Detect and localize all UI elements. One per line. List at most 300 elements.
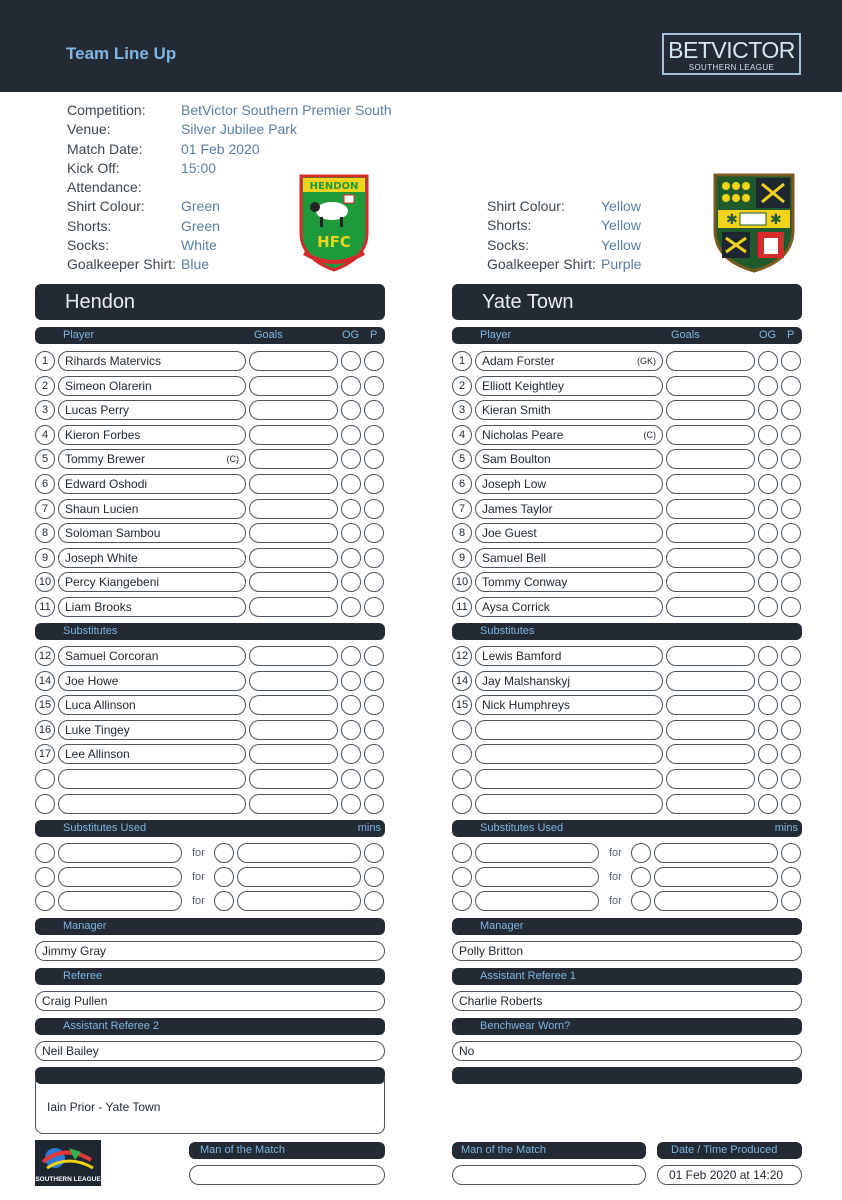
manager-field[interactable] (452, 941, 802, 961)
player-name: Lucas Perry (65, 403, 130, 418)
p-checkbox[interactable] (781, 671, 801, 691)
og-checkbox[interactable] (758, 351, 778, 371)
player-number: 11 (35, 597, 55, 617)
player-name-field[interactable] (475, 449, 663, 469)
p-checkbox[interactable] (364, 474, 384, 494)
p-checkbox[interactable] (364, 425, 384, 445)
sub-on-number[interactable] (631, 867, 651, 887)
sub-off-number[interactable] (452, 867, 472, 887)
for-label: for (609, 847, 622, 859)
sub-name-field[interactable] (58, 769, 246, 789)
player-name-field[interactable] (58, 400, 246, 420)
player-name-field[interactable] (58, 449, 246, 469)
competition-value: BetVictor Southern Premier South (181, 102, 392, 118)
player-name-field[interactable] (475, 351, 663, 371)
goals-field[interactable] (249, 400, 338, 420)
sub-on-field[interactable] (237, 843, 361, 863)
svg-text:✱: ✱ (726, 212, 738, 228)
manager-name: Polly Britton (459, 944, 524, 958)
sub-number (452, 720, 472, 740)
p-checkbox[interactable] (364, 499, 384, 519)
sub-name: Jay Malshanskyj (482, 673, 571, 688)
info-label: Competition: (67, 102, 146, 118)
p-checkbox[interactable] (781, 474, 801, 494)
p-checkbox[interactable] (364, 351, 384, 371)
sub-off-number[interactable] (35, 843, 55, 863)
sub-name-field[interactable] (475, 695, 663, 715)
player-name-field[interactable] (475, 425, 663, 445)
p-checkbox[interactable] (364, 744, 384, 764)
svg-text:✱: ✱ (770, 212, 782, 228)
subs-used-header (35, 820, 385, 837)
og-checkbox[interactable] (341, 597, 361, 617)
sub-on-number[interactable] (214, 891, 234, 911)
player-name: Tommy Brewer (65, 452, 146, 467)
sub-off-field[interactable] (58, 843, 182, 863)
sub-name-field[interactable] (58, 744, 246, 764)
og-checkbox[interactable] (758, 425, 778, 445)
player-tag: (C) (226, 454, 239, 465)
player-name: Aysa Corrick (482, 600, 550, 614)
player-name: Joseph White (65, 550, 138, 565)
notes-header (452, 1067, 802, 1084)
mins-field[interactable] (364, 891, 384, 911)
p-checkbox[interactable] (364, 695, 384, 715)
venue-value: Silver Jubilee Park (181, 121, 297, 138)
home-motm-header (189, 1142, 385, 1159)
goals-field[interactable] (249, 769, 338, 789)
p-checkbox[interactable] (781, 744, 801, 764)
player-number: 1 (452, 351, 472, 371)
away-gk-value: Purple (601, 255, 642, 272)
player-name-field[interactable] (475, 523, 663, 543)
sub-name-field[interactable] (475, 671, 663, 691)
og-checkbox[interactable] (341, 646, 361, 666)
manager-field[interactable] (35, 941, 385, 961)
sub-off-number[interactable] (452, 891, 472, 911)
player-name: Shaun Lucien (65, 501, 139, 516)
player-name-field[interactable] (475, 597, 663, 617)
player-name: James Taylor (482, 501, 553, 516)
page-title: Team Line Up (66, 44, 177, 63)
notes-box[interactable] (35, 1076, 385, 1134)
player-name: Soloman Sambou (65, 526, 161, 541)
og-checkbox[interactable] (341, 572, 361, 592)
sub-off-number[interactable] (35, 867, 55, 887)
p-checkbox[interactable] (781, 449, 801, 469)
player-name-field[interactable] (58, 499, 246, 519)
goals-field[interactable] (666, 474, 755, 494)
player-number: 8 (452, 523, 472, 543)
official-label: Referee (63, 970, 103, 982)
sub-on-field[interactable] (654, 867, 778, 887)
og-checkbox[interactable] (758, 548, 778, 568)
date-value: 01 Feb 2020 (181, 140, 260, 157)
southern-league-logo-text: SOUTHERN LEAGUE (35, 1176, 101, 1183)
p-checkbox[interactable] (364, 720, 384, 740)
p-checkbox[interactable] (364, 646, 384, 666)
sub-off-field[interactable] (58, 891, 182, 911)
p-checkbox[interactable] (364, 671, 384, 691)
motm-label: Man of the Match (461, 1144, 546, 1156)
sub-on-field[interactable] (237, 867, 361, 887)
goals-field[interactable] (666, 695, 755, 715)
player-col-header: Player (480, 329, 512, 341)
goals-field[interactable] (666, 572, 755, 592)
goals-field[interactable] (249, 572, 338, 592)
player-number: 3 (452, 400, 472, 420)
for-label: for (609, 895, 622, 907)
p-checkbox[interactable] (364, 400, 384, 420)
og-checkbox[interactable] (341, 400, 361, 420)
player-name: Joe Guest (482, 526, 537, 541)
home-team-name: Hendon (65, 291, 136, 313)
goals-field[interactable] (666, 499, 755, 519)
og-checkbox[interactable] (758, 449, 778, 469)
goals-field[interactable] (666, 720, 755, 740)
og-checkbox[interactable] (341, 548, 361, 568)
player-name: Adam Forster (482, 354, 555, 368)
og-checkbox[interactable] (758, 400, 778, 420)
goals-field[interactable] (666, 597, 755, 617)
goals-field[interactable] (249, 794, 338, 814)
og-checkbox[interactable] (758, 794, 778, 814)
player-name: Percy Kiangebeni (65, 575, 160, 590)
p-checkbox[interactable] (781, 794, 801, 814)
player-name-field[interactable] (58, 597, 246, 617)
sub-name: Luke Tingey (65, 722, 130, 737)
p-checkbox[interactable] (781, 572, 801, 592)
p-checkbox[interactable] (364, 572, 384, 592)
p-checkbox[interactable] (781, 499, 801, 519)
manager-header (452, 918, 802, 935)
player-number: 2 (452, 376, 472, 396)
og-checkbox[interactable] (758, 376, 778, 396)
produced-value: 01 Feb 2020 at 14:20 (669, 1168, 784, 1182)
p-checkbox[interactable] (364, 449, 384, 469)
player-name: Liam Brooks (65, 600, 132, 614)
sub-name-field[interactable] (58, 646, 246, 666)
player-number: 3 (35, 400, 55, 420)
sub-off-field[interactable] (475, 891, 599, 911)
sub-number (452, 744, 472, 764)
yate-crest (712, 172, 796, 279)
p-checkbox[interactable] (781, 548, 801, 568)
og-checkbox[interactable] (758, 523, 778, 543)
goals-field[interactable] (249, 695, 338, 715)
sub-name-field[interactable] (58, 720, 246, 740)
player-number: 4 (35, 425, 55, 445)
player-number: 2 (35, 376, 55, 396)
brand-bold: VICTOR (711, 37, 795, 63)
p-checkbox[interactable] (364, 523, 384, 543)
goals-field[interactable] (249, 425, 338, 445)
sub-name: Lewis Bamford (482, 649, 562, 663)
goals-col-header: Goals (254, 329, 283, 341)
sub-off-field[interactable] (58, 867, 182, 887)
og-checkbox[interactable] (341, 720, 361, 740)
og-checkbox[interactable] (341, 769, 361, 789)
official-header (35, 968, 385, 985)
kit-label: Socks: (67, 237, 110, 254)
og-checkbox[interactable] (341, 671, 361, 691)
p-checkbox[interactable] (781, 351, 801, 371)
player-table-header (452, 327, 802, 344)
og-col-header: OG (759, 329, 777, 341)
away-kit-info (487, 197, 641, 274)
subs-used-label: Substitutes Used (63, 822, 147, 834)
goals-field[interactable] (666, 400, 755, 420)
goals-field[interactable] (249, 376, 338, 396)
away-motm-header (452, 1142, 646, 1159)
og-checkbox[interactable] (758, 597, 778, 617)
away-motm-field[interactable] (452, 1165, 646, 1185)
player-name: Simeon Olarerin (65, 378, 152, 393)
player-col-header: Player (63, 329, 95, 341)
sub-on-number[interactable] (214, 843, 234, 863)
player-tag: (C) (643, 429, 656, 440)
og-checkbox[interactable] (341, 523, 361, 543)
notes-text: Iain Prior - Yate Town (47, 1100, 161, 1114)
og-checkbox[interactable] (341, 425, 361, 445)
goals-field[interactable] (666, 376, 755, 396)
player-name-field[interactable] (58, 351, 246, 371)
goals-field[interactable] (666, 744, 755, 764)
manager-header (35, 918, 385, 935)
official2-field[interactable] (452, 1041, 802, 1061)
away-team-bar (452, 284, 802, 320)
og-col-header: OG (342, 329, 360, 341)
p-checkbox[interactable] (781, 400, 801, 420)
goals-field[interactable] (249, 449, 338, 469)
goals-field[interactable] (249, 646, 338, 666)
mins-field[interactable] (781, 843, 801, 863)
player-number: 11 (452, 597, 472, 617)
p-checkbox[interactable] (364, 769, 384, 789)
player-name-field[interactable] (475, 572, 663, 592)
subs-used-header (452, 820, 802, 837)
betvictor-logo (662, 33, 801, 75)
official-field[interactable] (35, 991, 385, 1011)
player-name-field[interactable] (475, 499, 663, 519)
sub-off-field[interactable] (475, 843, 599, 863)
player-number: 7 (452, 499, 472, 519)
player-number: 6 (452, 474, 472, 494)
player-name: Edward Oshodi (65, 477, 148, 491)
p-checkbox[interactable] (781, 425, 801, 445)
sub-on-number[interactable] (631, 843, 651, 863)
brand-main: BET (668, 37, 712, 63)
sub-name-field[interactable] (58, 671, 246, 691)
player-name: Elliott Keightley (482, 378, 565, 393)
goals-field[interactable] (666, 671, 755, 691)
p-checkbox[interactable] (364, 376, 384, 396)
sub-name-field[interactable] (475, 646, 663, 666)
goals-field[interactable] (249, 351, 338, 371)
page-header (0, 0, 842, 92)
p-checkbox[interactable] (781, 597, 801, 617)
produced-field (657, 1165, 802, 1185)
crest-text-top: HENDON (309, 181, 359, 192)
player-name: Rihards Matervics (65, 354, 162, 368)
p-checkbox[interactable] (781, 695, 801, 715)
player-name-field[interactable] (475, 548, 663, 568)
substitutes-label: Substitutes (480, 625, 535, 637)
p-checkbox[interactable] (781, 769, 801, 789)
goals-field[interactable] (249, 671, 338, 691)
substitutes-header (35, 623, 385, 640)
kit-label: Goalkeeper Shirt: (67, 256, 176, 273)
goals-field[interactable] (249, 523, 338, 543)
sub-number: 12 (452, 646, 472, 666)
mins-field[interactable] (364, 867, 384, 887)
home-gk-value: Blue (181, 256, 210, 273)
player-name-field[interactable] (58, 474, 246, 494)
manager-name: Jimmy Gray (42, 944, 106, 958)
p-col-header: P (370, 329, 378, 341)
og-checkbox[interactable] (758, 744, 778, 764)
official2-value: No (459, 1044, 475, 1058)
goals-field[interactable] (666, 794, 755, 814)
sub-number (452, 794, 472, 814)
sub-number (35, 769, 55, 789)
sub-off-number[interactable] (452, 843, 472, 863)
goals-field[interactable] (666, 769, 755, 789)
kit-label: Shirt Colour: (67, 198, 145, 215)
home-socks-value: White (181, 237, 217, 254)
goals-field[interactable] (249, 548, 338, 568)
sub-name-field[interactable] (58, 794, 246, 814)
sub-off-number[interactable] (35, 891, 55, 911)
goals-field[interactable] (666, 646, 755, 666)
goals-field[interactable] (249, 474, 338, 494)
sub-on-number[interactable] (214, 867, 234, 887)
sub-number (35, 794, 55, 814)
player-name-field[interactable] (58, 548, 246, 568)
goals-field[interactable] (249, 597, 338, 617)
player-number: 6 (35, 474, 55, 494)
sub-name-field[interactable] (475, 720, 663, 740)
player-name-field[interactable] (58, 572, 246, 592)
kit-label: Goalkeeper Shirt: (487, 255, 596, 272)
og-checkbox[interactable] (758, 769, 778, 789)
og-checkbox[interactable] (758, 499, 778, 519)
info-label: Venue: (67, 121, 111, 138)
player-name-field[interactable] (475, 376, 663, 396)
p-checkbox[interactable] (364, 597, 384, 617)
away-team-name: Yate Town (482, 291, 574, 313)
player-number: 7 (35, 499, 55, 519)
og-checkbox[interactable] (341, 499, 361, 519)
official2-header (452, 1018, 802, 1035)
mins-label: mins (357, 822, 381, 834)
sub-name-field[interactable] (58, 695, 246, 715)
player-name: Tommy Conway (482, 575, 568, 590)
sub-name: Luca Allinson (65, 698, 136, 713)
sub-off-field[interactable] (475, 867, 599, 887)
og-checkbox[interactable] (758, 474, 778, 494)
home-shirt-value: Green (181, 198, 220, 215)
sub-on-field[interactable] (654, 891, 778, 911)
og-checkbox[interactable] (758, 646, 778, 666)
og-checkbox[interactable] (341, 794, 361, 814)
sub-number: 16 (35, 720, 55, 740)
og-checkbox[interactable] (758, 695, 778, 715)
sub-name-field[interactable] (475, 769, 663, 789)
p-checkbox[interactable] (364, 794, 384, 814)
og-checkbox[interactable] (341, 449, 361, 469)
goals-field[interactable] (249, 499, 338, 519)
p-checkbox[interactable] (781, 523, 801, 543)
player-name: Joseph Low (482, 477, 547, 491)
sub-name: Nick Humphreys (482, 698, 571, 713)
sub-on-field[interactable] (654, 843, 778, 863)
sub-number: 15 (452, 695, 472, 715)
substitutes-label: Substitutes (63, 625, 118, 637)
p-checkbox[interactable] (364, 548, 384, 568)
goals-field[interactable] (666, 351, 755, 371)
away-shirt-value: Yellow (601, 198, 641, 214)
mins-field[interactable] (781, 891, 801, 911)
player-name-field[interactable] (475, 474, 663, 494)
goals-field[interactable] (666, 548, 755, 568)
og-checkbox[interactable] (341, 376, 361, 396)
player-number: 9 (35, 548, 55, 568)
goals-field[interactable] (666, 425, 755, 445)
player-name: Kieron Forbes (65, 427, 141, 442)
brand-sub: SOUTHERN LEAGUE (688, 63, 775, 72)
p-checkbox[interactable] (781, 376, 801, 396)
player-name-field[interactable] (475, 400, 663, 420)
sub-number: 14 (452, 671, 472, 691)
home-motm-field[interactable] (189, 1165, 385, 1185)
player-name-field[interactable] (58, 523, 246, 543)
goals-field[interactable] (249, 744, 338, 764)
goals-field[interactable] (666, 523, 755, 543)
official2-field[interactable] (35, 1041, 385, 1061)
sub-on-number[interactable] (631, 891, 651, 911)
player-name-field[interactable] (58, 376, 246, 396)
player-number: 5 (452, 449, 472, 469)
kickoff-value: 15:00 (181, 159, 217, 176)
p-checkbox[interactable] (781, 646, 801, 666)
player-number: 1 (35, 351, 55, 371)
official2-label: Assistant Referee 2 (63, 1020, 159, 1032)
og-checkbox[interactable] (758, 720, 778, 740)
og-checkbox[interactable] (341, 744, 361, 764)
p-col-header: P (787, 329, 795, 341)
sub-name-field[interactable] (475, 744, 663, 764)
goals-field[interactable] (249, 720, 338, 740)
sub-name-field[interactable] (475, 794, 663, 814)
official-field[interactable] (452, 991, 802, 1011)
og-checkbox[interactable] (341, 474, 361, 494)
og-checkbox[interactable] (341, 351, 361, 371)
substitutes-header (452, 623, 802, 640)
sub-on-field[interactable] (237, 891, 361, 911)
player-name-field[interactable] (58, 425, 246, 445)
goals-field[interactable] (666, 449, 755, 469)
mins-field[interactable] (364, 843, 384, 863)
og-checkbox[interactable] (758, 572, 778, 592)
mins-field[interactable] (781, 867, 801, 887)
og-checkbox[interactable] (758, 671, 778, 691)
og-checkbox[interactable] (341, 695, 361, 715)
subs-used-label: Substitutes Used (480, 822, 564, 834)
info-label: Attendance: (67, 179, 142, 196)
p-checkbox[interactable] (781, 720, 801, 740)
manager-label: Manager (63, 920, 107, 932)
